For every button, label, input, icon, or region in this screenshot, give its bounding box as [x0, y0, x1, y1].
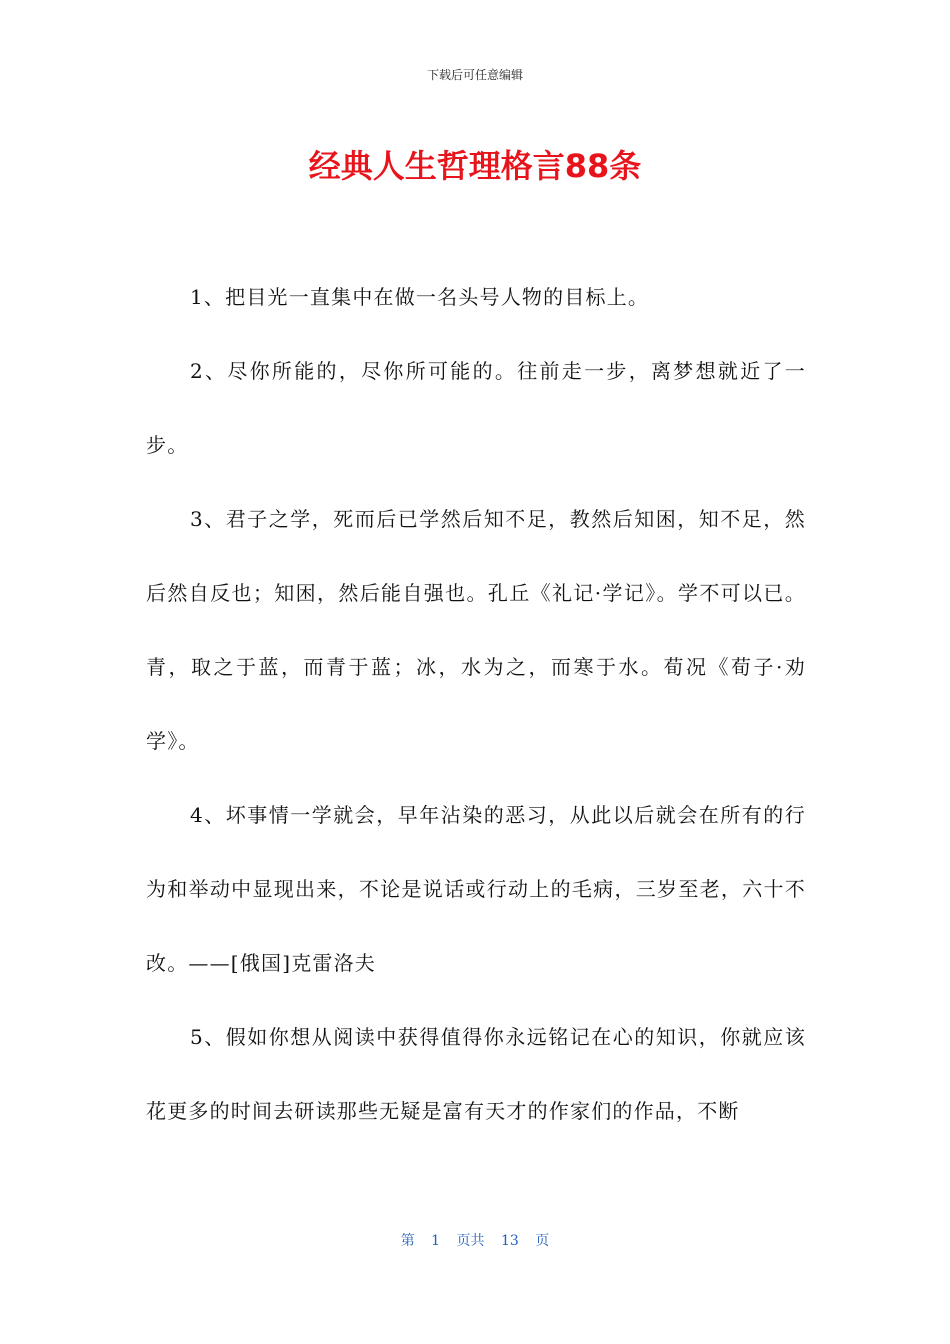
page-footer [0, 1230, 950, 1250]
paragraph-1: 1、把目光一直集中在做一名头号人物的目标上。 [190, 285, 650, 309]
page-label-prefix: 第 [400, 1233, 415, 1249]
paragraph-3: 3、君子之学，死而后已学然后知不足，教然后知困，知不足，然后然自反也；知困，然后能自强也。孔丘《礼记·学记》。学不可以已。青，取之于蓝，而青于蓝；冰，水为之，而寒于水。荀况《荀子·劝学》。 [146, 507, 806, 753]
document-title: 经典人生哲理格言88条 [308, 147, 642, 185]
paragraph-5: 5、假如你想从阅读中获得值得你永远铭记在心的知识，你就应该花更多的时间去研读那些无疑是富有天才的作家们的作品，不断 [146, 1025, 806, 1123]
page-total: 13 [501, 1233, 519, 1249]
paragraph-2: 2、尽你所能的，尽你所可能的。往前走一步，离梦想就近了一步。 [146, 359, 806, 457]
page-current: 1 [431, 1233, 441, 1249]
header-note: 下载后可任意编辑 [426, 68, 523, 82]
document-body [146, 260, 806, 1148]
page-label-mid: 页共 [456, 1233, 485, 1249]
page-label-suffix: 页 [535, 1233, 550, 1249]
paragraph-4: 4、坏事情一学就会，早年沾染的恶习，从此以后就会在所有的行为和举动中显现出来，不论是说话或行动上的毛病，三岁至老，六十不改。——[俄国]克雷洛夫 [146, 803, 806, 975]
